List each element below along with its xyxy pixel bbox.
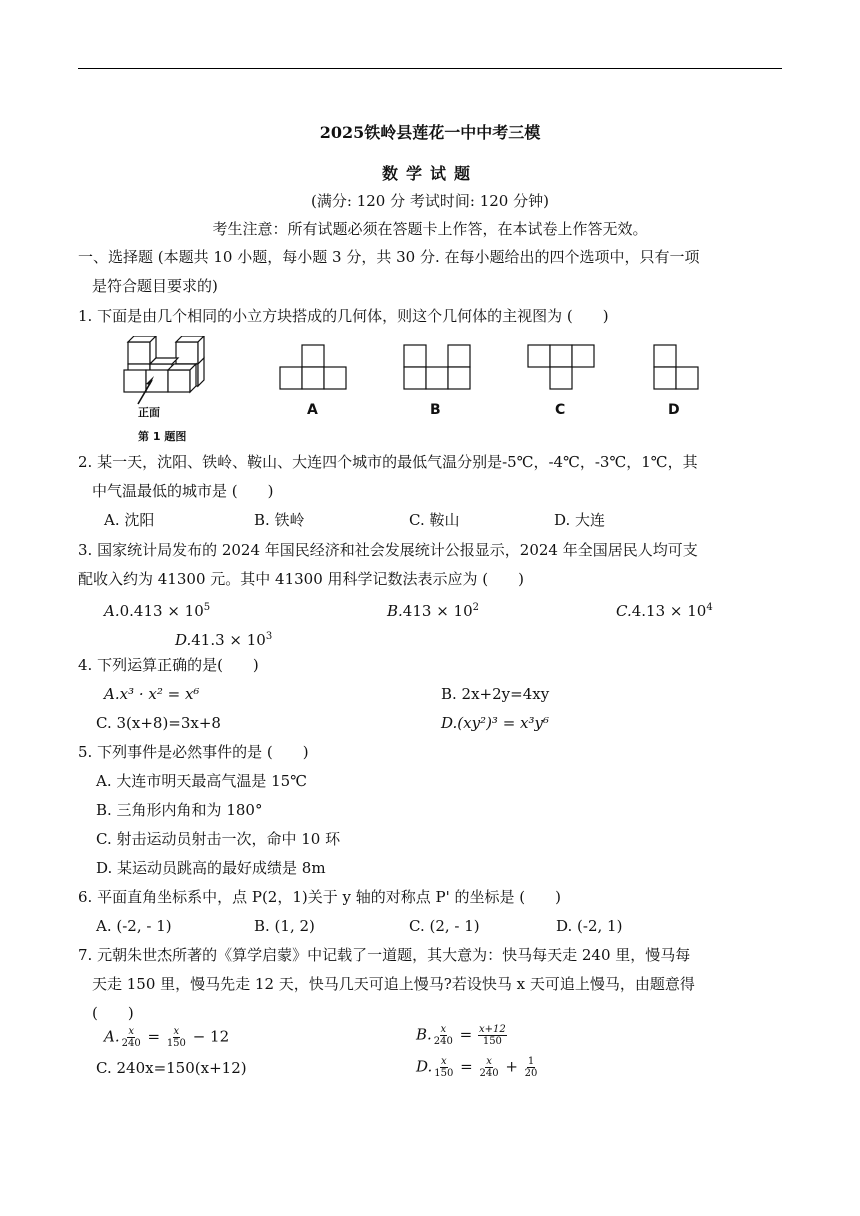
- q7-option-d: D. $\frac{x}{150}$ = $\frac{x}{240}$ + $\frac{1}{20}$: [416, 1056, 538, 1079]
- q1-front-label: 正面: [138, 406, 160, 419]
- q6-option-b: B. (1, 2): [254, 917, 315, 935]
- q7-stem-line3: ( ): [92, 1004, 134, 1022]
- q4-stem: 4. 下列运算正确的是( ): [78, 656, 259, 674]
- q3-option-b: $B.413 \times 10^2$: [387, 602, 479, 620]
- q1-figure-caption: 第 1 题图: [138, 430, 187, 443]
- q6-stem: 6. 平面直角坐标系中，点 P(2，1)关于 y 轴的对称点 P' 的坐标是 ( ): [78, 888, 561, 906]
- q1-option-b-label: B: [430, 402, 441, 418]
- q6-option-a: A. (-2, - 1): [96, 917, 172, 935]
- q1-option-d-view: [652, 344, 700, 390]
- q7-option-b: B. $\frac{x}{240}$ = $\frac{x+12}{150}$: [416, 1024, 506, 1047]
- q2-stem-line1: 2. 某一天，沈阳、铁岭、鞍山、大连四个城市的最低气温分别是-5℃，-4℃，-3℃，1℃，其: [78, 453, 698, 471]
- q1-stem: 1. 下面是由几个相同的小立方块搭成的几何体，则这个几何体的主视图为 ( ): [78, 307, 609, 325]
- exam-meta: (满分: 120 分 考试时间: 120 分钟): [311, 192, 549, 210]
- q7-option-c: C. 240x=150(x+12): [96, 1059, 247, 1077]
- q4-option-b: B. 2x+2y=4xy: [441, 685, 550, 703]
- section1-heading-line2: 是符合题目要求的): [92, 277, 218, 295]
- q5-option-b: B. 三角形内角和为 180°: [96, 801, 263, 819]
- q1-option-a-view: [278, 344, 348, 390]
- q4-option-a: A.x³ · x² = x⁶: [104, 685, 200, 703]
- exam-notice: 考生注意：所有试题必须在答题卡上作答，在本试卷上作答无效。: [212, 220, 648, 238]
- q6-option-c: C. (2, - 1): [409, 917, 480, 935]
- q5-option-c: C. 射击运动员射击一次，命中 10 环: [96, 830, 341, 848]
- q5-option-a: A. 大连市明天最高气温是 15℃: [96, 772, 308, 790]
- top-rule: [78, 68, 782, 69]
- q2-stem-line2: 中气温最低的城市是 ( ): [92, 482, 274, 500]
- q2-option-c: C. 鞍山: [409, 511, 460, 529]
- q4-option-d: D.(xy²)³ = x³y⁶: [441, 714, 549, 732]
- q2-option-a: A. 沈阳: [104, 511, 155, 529]
- q3-stem-line2: 配收入约为 41300 元。其中 41300 用科学记数法表示应为 ( ): [78, 570, 524, 588]
- q1-option-c-view: [526, 344, 596, 390]
- q2-option-b: B. 铁岭: [254, 511, 305, 529]
- q1-option-a-label: A: [307, 402, 318, 418]
- exam-subject: 数学试题: [381, 164, 478, 183]
- q1-option-d-label: D: [668, 402, 680, 418]
- q3-option-d: $D.41.3 \times 10^3$: [175, 631, 273, 649]
- q4-option-c: C. 3(x+8)=3x+8: [96, 714, 221, 732]
- q3-stem-line1: 3. 国家统计局发布的 2024 年国民经济和社会发展统计公报显示，2024 年全国居民人均可支: [78, 541, 698, 559]
- q1-option-c-label: C: [555, 402, 566, 418]
- q1-option-b-view: [402, 344, 472, 390]
- q6-option-d: D. (-2, 1): [556, 917, 623, 935]
- q7-stem-line2: 天走 150 里，慢马先走 12 天，快马几天可追上慢马?若设快马 x 天可追上慢马，由题意得: [92, 975, 695, 993]
- q3-option-a: $A.0.413 \times 10^5$: [104, 602, 211, 620]
- section1-heading-line1: 一、选择题 (本题共 10 小题，每小题 3 分，共 30 分. 在每小题给出的四个选项中，只有一项: [78, 248, 700, 266]
- q3-option-c: $C.4.13 \times 10^4$: [616, 602, 713, 620]
- exam-title: 2025铁岭县莲花一中中考三模: [319, 123, 541, 142]
- q2-option-d: D. 大连: [554, 511, 606, 529]
- q7-stem-line1: 7. 元朝朱世杰所著的《算学启蒙》中记载了一道题，其大意为：快马每天走 240 里，慢马每: [78, 946, 691, 964]
- q7-option-a: A. $\frac{x}{240}$ = $\frac{x}{150}$ − 12: [104, 1026, 230, 1049]
- q5-stem: 5. 下列事件是必然事件的是 ( ): [78, 743, 309, 761]
- q5-option-d: D. 某运动员跳高的最好成绩是 8m: [96, 859, 326, 877]
